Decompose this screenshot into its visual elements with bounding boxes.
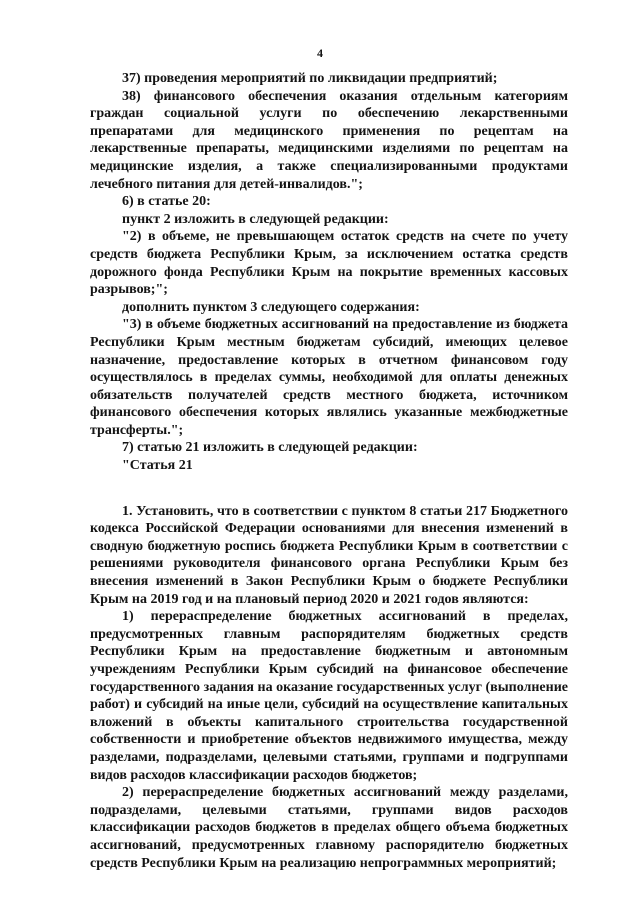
paragraph-point-3-intro: дополнить пунктом 3 следующего содержания: <box>122 299 420 315</box>
paragraph-spacer <box>90 475 568 503</box>
paragraph-point-3-text: "3) в объеме бюджетных ассигнований на предоставление из бюджета Республики Крым местным бюджетам субсидий, имеющих целевое назначение, предоставление которых в отчетном финансовом году осуществлялось в пределах суммы, необходимой для оплаты денежных обязательств получателей средств местного бюджета, источником финансового обеспечения которых являлись указанные межбюджетные трансферты."; <box>90 317 568 438</box>
paragraph-item-38: 38) финансового обеспечения оказания отдельным категориям граждан социальной услуги по обеспечению лекарственными препаратами для медицинского применения по рецептам на лекарственные препараты, медицинскими изделиями по рецептам на медицинские изделия, а также специализированными продуктами лечебного питания для детей-инвалидов."; <box>90 88 568 192</box>
paragraph-subclause-1: 1) перераспределение бюджетных ассигнований в пределах, предусмотренных главным распорядителям бюджетных средств Республики Крым на предоставление бюджетным и автономным учреждениям Республики Крым субсидий на финансовое обеспечение государственного задания на оказание государственных услуг (выполнение работ) и субсидий на иные цели, субсидий на осуществление капитальных вложений в объекты капитального строительства государственной собственности и приобретение объектов недвижимого имущества, между разделами, подразделами, целевыми статьями, группами и подгруппами видов расходов классификации расходов бюджетов; <box>90 609 568 783</box>
page-number: 4 <box>317 46 323 60</box>
paragraph-item-37: 37) проведения мероприятий по ликвидации предприятий; <box>122 71 498 86</box>
paragraph-amend-6: 6) в статье 20: <box>122 194 211 210</box>
document-body <box>90 70 568 872</box>
paragraph-article-21-clause-1: 1. Установить, что в соответствии с пунктом 8 статьи 217 Бюджетного кодекса Российской Федерации основаниями для внесения изменений в сводную бюджетную роспись бюджета Республики Крым в соответствии с решениями руководителя финансового органа Республики Крым без внесения изменений в Закон Республики Крым о бюджете Республики Крым на 2019 год и на плановый период 2020 и 2021 годов являются: <box>90 503 568 607</box>
paragraph-point-2-intro: пункт 2 изложить в следующей редакции: <box>122 211 389 227</box>
paragraph-subclause-2: 2) перераспределение бюджетных ассигнований между разделами, подразделами, целевыми статьями, группами видов расходов классификации расходов бюджетов в пределах общего объема бюджетных ассигнований, предусмотренных главному распорядителю бюджетных средств Республики Крым на реализацию непрограммных мероприятий; <box>90 785 568 871</box>
article-heading: "Статья 21 <box>122 458 193 474</box>
paragraph-amend-7: 7) статью 21 изложить в следующей редакции: <box>122 440 418 456</box>
paragraph-point-2-text: "2) в объеме, не превышающем остаток средств на счете по учету средств бюджета Республики Крым, за исключением остатка средств дорожного фонда Республики Крым на покрытие временных кассовых разрывов;"; <box>90 229 568 298</box>
